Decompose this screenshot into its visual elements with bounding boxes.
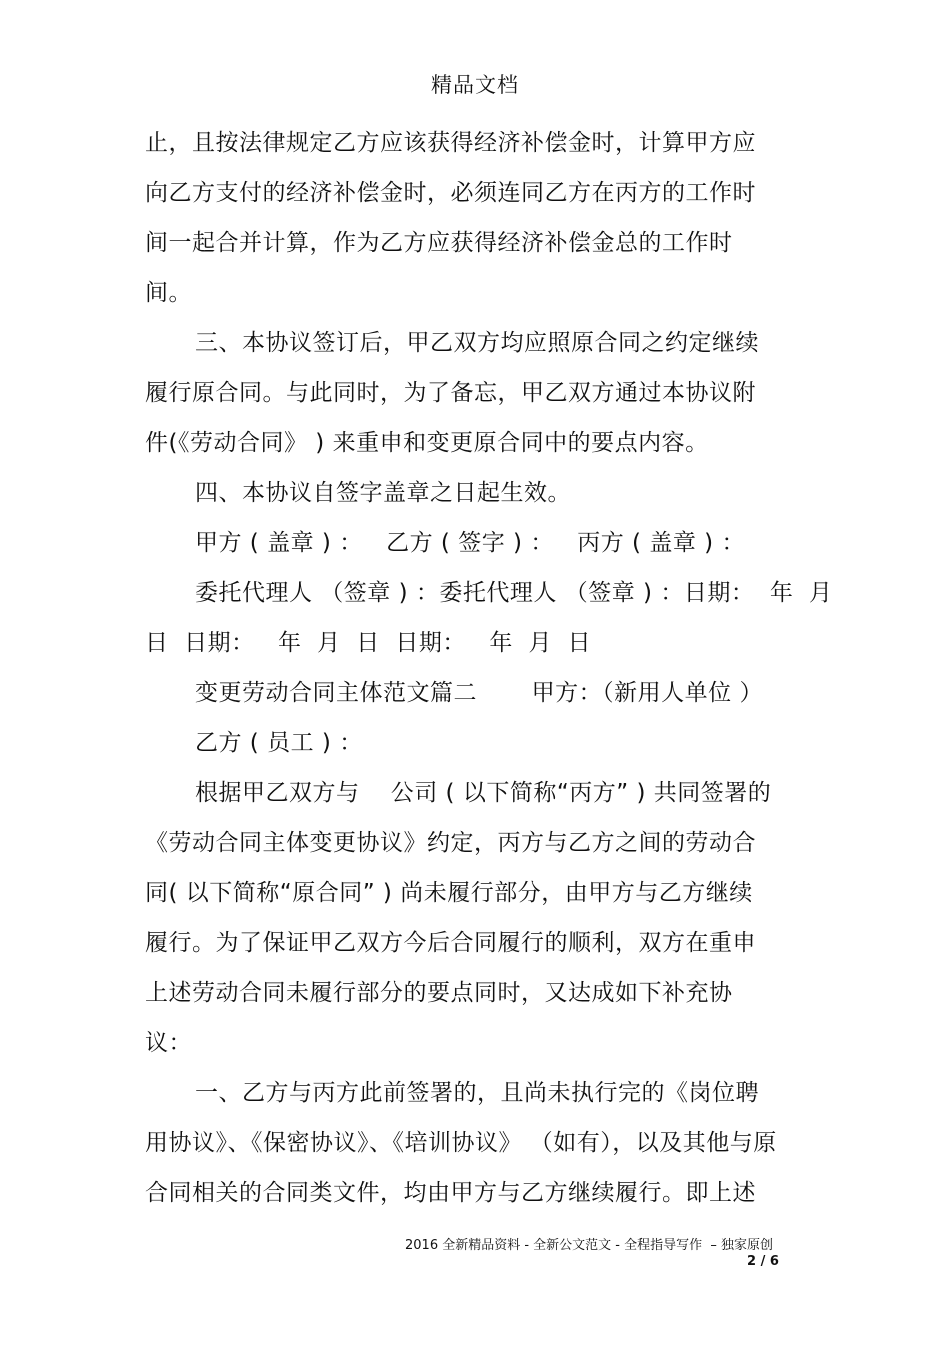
page-header-title: 精品文档 [431,73,519,97]
body-line: 向乙方支付的经济补偿金时，必须连同乙方在丙方的工作时 [145,180,756,206]
page-footer-text: 2016 全新精品资料 - 全新公文范文 - 全程指导写作 – 独家原创 [405,1238,774,1253]
body-line: 同( 以下简称“原合同” ) 尚未履行部分，由甲方与乙方继续 [145,880,753,906]
body-line: 一、乙方与丙方此前签署的，且尚未执行完的《岗位聘 [195,1080,759,1106]
body-line: 合同相关的合同类文件，均由甲方与乙方继续履行。即上述 [145,1180,756,1206]
page-number: 2 / 6 [747,1254,779,1269]
body-line: 根据甲乙双方与 公司 ( 以下简称“丙方” ) 共同签署的 [195,780,772,806]
date-line: 日 日期： 年 月 日 日期： 年 月 日 [145,630,592,656]
agent-signature-line: 委托代理人 （签章 ) ：委托代理人 （签章 ) ：日期： 年 月 [195,580,833,606]
body-line: 履行原合同。与此同时，为了备忘，甲乙双方通过本协议附 [145,380,756,406]
body-line: 乙方 ( 员工 ) ： [195,730,363,756]
body-line: 止，且按法律规定乙方应该获得经济补偿金时，计算甲方应 [145,130,756,156]
body-line: 《劳动合同主体变更协议》约定，丙方与乙方之间的劳动合 [145,830,756,856]
body-line: 用协议》、《保密协议》、《培训协议》 （如有），以及其他与原 [145,1130,777,1156]
body-line: 间一起合并计算，作为乙方应获得经济补偿金总的工作时 [145,230,733,256]
body-line: 议： [145,1030,192,1056]
body-line: 件(《劳动合同》 ) 来重申和变更原合同中的要点内容。 [145,430,709,456]
section-heading-line: 变更劳动合同主体范文篇二 甲方：（新用人单位 ） [195,680,763,706]
body-line: 四、本协议自签字盖章之日起生效。 [195,480,571,506]
body-line: 履行。为了保证甲乙双方今后合同履行的顺利，双方在重申 [145,930,756,956]
body-line: 三、本协议签订后，甲乙双方均应照原合同之约定继续 [195,330,759,356]
body-line: 间。 [145,280,192,306]
signature-parties-line: 甲方 ( 盖章 ) ： 乙方 ( 签字 ) ： 丙方 ( 盖章 ) ： [195,530,745,556]
body-line: 上述劳动合同未履行部分的要点同时，又达成如下补充协 [145,980,733,1006]
